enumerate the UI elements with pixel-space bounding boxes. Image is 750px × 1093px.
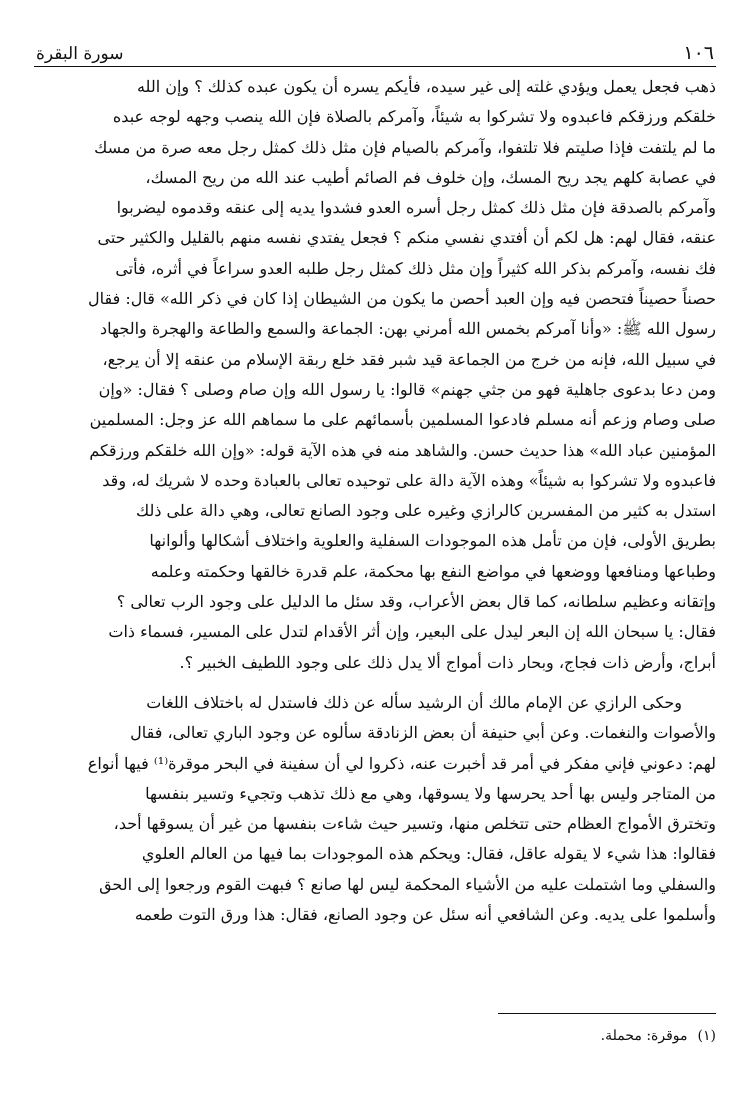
text-line: وطباعها ومنافعها ووضعها في مواضع النفع بها محكمة، علم قدرة خالقها وحكمته وعلمه — [150, 561, 716, 581]
text-line: في سبيل الله، فإنه من خرج من الجماعة قيد شبر فقد خلع ربقة الإسلام من عنقه إلا أن يرجع، — [102, 349, 716, 369]
text-line: في عصابة كلهم يجد ريح المسك، وإن خلوف فم الصائم أطيب عند الله من ريح المسك، — [145, 167, 716, 187]
text-line: صلى وصام وزعم أنه مسلم فادعوا المسلمين بأسمائهم على ما سماهم الله عز وجل: المسلمين — [89, 410, 716, 430]
text-line: من المتاجر وليس بها أحد يحرسها ولا يسوقها، وهي مع ذلك تذهب وتجيء وتسير بنفسها — [145, 783, 716, 803]
text-line: ومن دعا بدعوى جاهلية فهو من جثي جهنم» قالوا: يا رسول الله وإن صام وصلى ؟ فقال: «وإن — [98, 379, 716, 399]
footnote-rule — [498, 1013, 716, 1014]
surah-title: سورة البقرة — [36, 44, 124, 64]
text-line: وأسلموا على يديه. وعن الشافعي أنه سئل عن وجود الصانع، فقال: هذا ورق التوت طعمه — [134, 905, 716, 925]
text-line: أبراج، وأرض ذات فجاج، وبحار ذات أمواج ألا يدل ذلك على وجود اللطيف الخبير ؟. — [179, 652, 716, 672]
text-line: استدل به كثير من المفسرين كالرازي وغيره على وجود الصانع تعالى، وهي دالة على ذلك — [135, 501, 716, 521]
paragraph — [34, 72, 716, 678]
footnote-text: موقرة: محملة. — [600, 1028, 688, 1044]
text-line: عنقه، فقال لهم: هل لكم أن أفتدي نفسي منكم ؟ فجعل يفتدي نفسه منهم بالقليل والكثير حتى — [97, 228, 716, 248]
header-rule — [34, 66, 716, 67]
text-line: ما لم يلتفت فإذا صليتم فلا تلتفوا، وآمركم بالصيام فإن مثل ذلك كمثل رجل معه صرة من مسك — [94, 137, 716, 157]
paragraph-gap — [34, 678, 716, 688]
footnote-number: (١) — [697, 1028, 716, 1044]
text-line: وحكى الرازي عن الإمام مالك أن الرشيد سأله عن ذلك فاستدل له باختلاف اللغات — [146, 692, 682, 712]
text-line: فقال: يا سبحان الله إن البعر ليدل على البعير، وإن أثر الأقدام لتدل على المسير، فسماء ذات — [108, 622, 716, 642]
text-line: والسفلي وما اشتملت عليه من الأشياء المحكمة ليس لها صانع ؟ فبهت القوم ورجعوا إلى الحق — [99, 874, 716, 894]
text-line: لهم: دعوني فإني مفكر في أمر قد أخبرت عنه، ذكروا لي أن سفينة في البحر موقرة⁽¹⁾ فيها أنواع — [87, 753, 716, 773]
text-line: ذهب فجعل يعمل ويؤدي غلته إلى غير سيده، فأيكم يسره أن يكون عبده كذلك ؟ وإن الله — [136, 77, 716, 96]
text-line: رسول الله ﷺ: «وأنا آمركم بخمس الله أمرني بهن: الجماعة والسمع والطاعة والهجرة والجهاد — [100, 319, 716, 339]
text-line: المؤمنين عباد الله» هذا حديث حسن. والشاهد منه في هذه الآية قوله: «وإن الله خلقكم ورزقكم — [89, 440, 716, 460]
text-line: بطريق الأولى، فإن من تأمل هذه الموجودات السفلية والعلوية واختلاف أشكالها وألوانها — [149, 531, 716, 551]
page-number: ١٠٦ — [683, 42, 714, 64]
page-header — [34, 30, 716, 64]
footnote — [316, 1024, 716, 1048]
text-line: فاعبدوه ولا تشركوا به شيئاً» وهذه الآية دالة على توحيده تعالى بالعبادة وحده لا شريك له، وقد — [102, 470, 716, 490]
text-line: فقالوا: هذا شيء لا يقوله عاقل، فقال: ويحكم هذه الموجودات بما فيها من العالم العلوي — [141, 844, 716, 864]
text-line: حصناً حصيناً فتحصن فيه وإن العبد أحصن ما يكون من الشيطان إذا كان في ذكر الله» قال: فقال — [88, 289, 716, 309]
text-line: خلقكم ورزقكم فاعبدوه ولا تشركوا به شيئاً، وآمركم بالصلاة فإن الله ينصب وجهه لوجه عبده — [112, 107, 716, 127]
text-line: والأصوات والنغمات. وعن أبي حنيفة أن بعض الزنادقة سألوه عن وجود الباري تعالى، فقال — [130, 723, 716, 743]
paragraph — [34, 688, 716, 930]
text-line: وآمركم بالصدقة فإن مثل ذلك كمثل رجل أسره العدو فشدوا يديه إلى عنقه وقدموه ليضربوا — [116, 198, 716, 218]
text-line: وتخترق الأمواج العظام حتى تتخلص منها، وتسير حيث شاءت بنفسها من غير أن يسوقها أحد، — [113, 814, 716, 834]
text-line: وإتقانه وعظيم سلطانه، كما قال بعض الأعراب، وقد سئل ما الدليل على وجود الرب تعالى ؟ — [116, 592, 716, 612]
body-text — [34, 72, 716, 930]
text-line: فك نفسه، وآمركم بذكر الله كثيراً وإن مثل ذلك كمثل رجل طلبه العدو سراعاً في أثره، فأتى — [115, 258, 716, 278]
